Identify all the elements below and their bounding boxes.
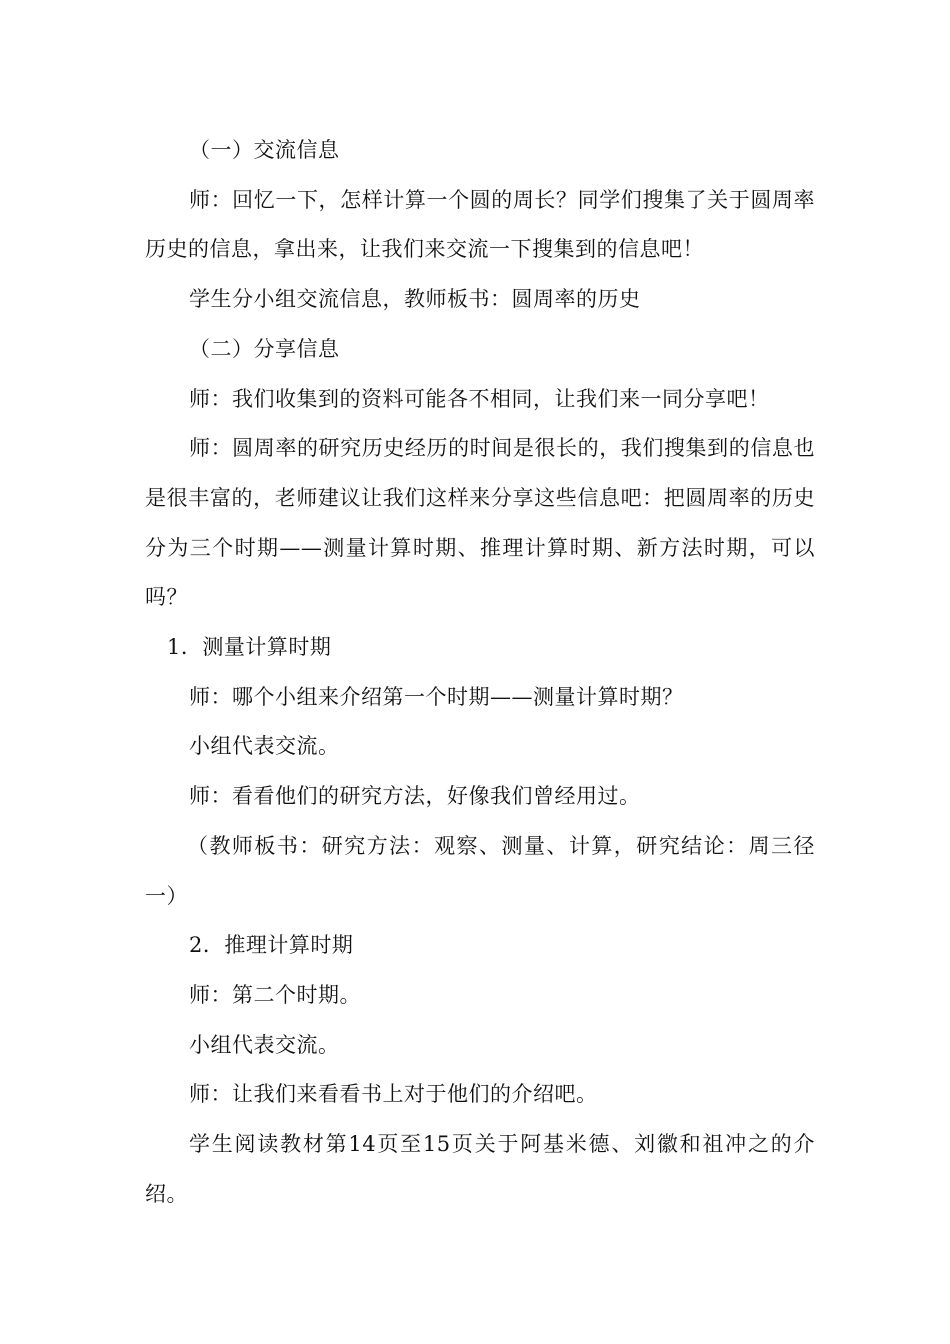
subheading-measurement-period: 1．测量计算时期 xyxy=(167,635,332,660)
paragraph-teacher-first-period: 师：哪个小组来介绍第一个时期——测量计算时期？ xyxy=(189,684,684,709)
paragraph-teacher-recall: 师：回忆一下，怎样计算一个圆的周长？同学们搜集了关于圆周率历史的信息，拿出来，让我们来交流一下搜集到的信息吧！ xyxy=(145,187,815,262)
paragraph-board-note: （教师板书：研究方法：观察、测量、计算，研究结论：周三径一） xyxy=(145,833,815,908)
paragraph-group-rep-1: 小组代表交流。 xyxy=(189,734,340,759)
paragraph-student-groups: 学生分小组交流信息，教师板书：圆周率的历史 xyxy=(189,287,641,312)
document-body xyxy=(145,126,815,1219)
paragraph-teacher-share: 师：我们收集到的资料可能各不相同，让我们来一同分享吧！ xyxy=(189,386,770,411)
section-heading-exchange: （一）交流信息 xyxy=(189,138,340,162)
subheading-reasoning-period: 2．推理计算时期 xyxy=(189,933,354,958)
paragraph-student-reading: 学生阅读教材第14页至15页关于阿基米德、刘徽和祖冲之的介绍。 xyxy=(145,1132,815,1206)
paragraph-teacher-book: 师：让我们来看看书上对于他们的介绍吧。 xyxy=(189,1082,598,1107)
paragraph-teacher-methods: 师：看看他们的研究方法，好像我们曾经用过。 xyxy=(189,784,641,809)
section-heading-share: （二）分享信息 xyxy=(189,336,340,361)
paragraph-teacher-periods: 师：圆周率的研究历史经历的时间是很长的，我们搜集到的信息也是很丰富的，老师建议让我们这样来分享这些信息吧：把圆周率的历史分为三个时期——测量计算时期、推理计算时期、新方法时期，可以吗？ xyxy=(145,436,815,610)
paragraph-teacher-second-period: 师：第二个时期。 xyxy=(189,982,361,1007)
paragraph-group-rep-2: 小组代表交流。 xyxy=(189,1032,340,1057)
